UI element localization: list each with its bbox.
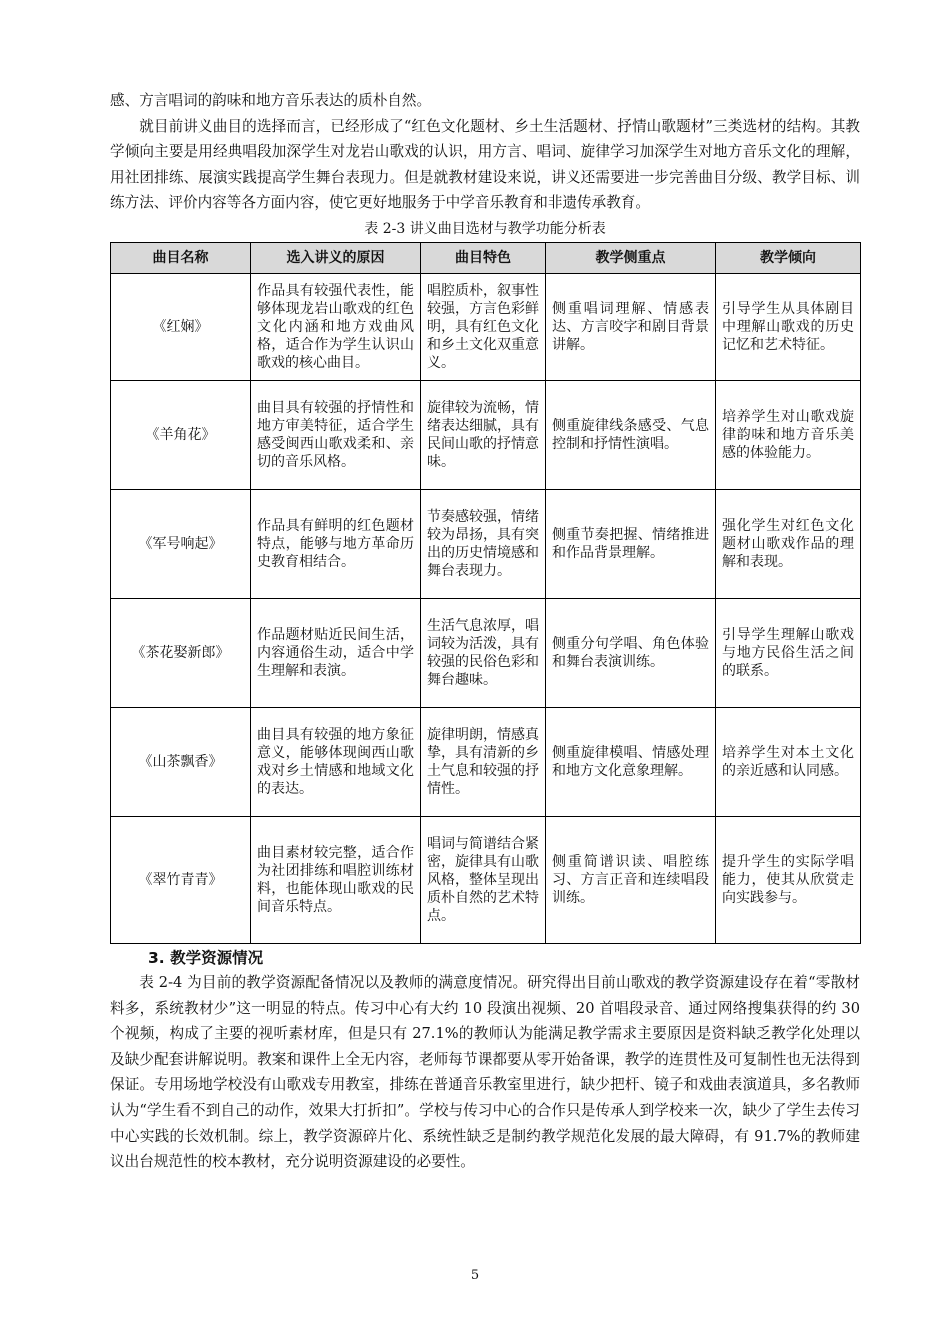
feature-cell: 旋律明朗，情感真挚，具有清新的乡土气息和较强的抒情性。 bbox=[421, 707, 546, 816]
document-page bbox=[110, 88, 860, 1175]
table-caption: 表 2-3 讲义曲目选材与教学功能分析表 bbox=[364, 220, 606, 237]
focus-cell: 侧重节奏把握、情绪推进和作品背景理解。 bbox=[546, 489, 716, 598]
header-cell: 曲目特色 bbox=[421, 242, 546, 273]
feature-cell: 节奏感较强，情绪较为昂扬，具有突出的历史情境感和舞台表现力。 bbox=[421, 489, 546, 598]
intro-paragraph-2: 就目前讲义曲目的选择而言，已经形成了“红色文化题材、乡土生活题材、抒情山歌题材”三类选材的结构。其教学倾向主要是用经典唱段加深学生对龙岩山歌戏的认识，用方言、唱词、旋律学习加深学生对地方音乐文化的理解，用社团排练、展演实践提高学生舞台表现力。但是就教材建设来说，讲义还需要进一步完善曲目分级、教学目标、训练方法、评价内容等各方面内容，使它更好地服务于中学音乐教育和非遗传承教育。 bbox=[110, 117, 860, 212]
song-name-cell: 《山茶飘香》 bbox=[111, 707, 251, 816]
table-row bbox=[111, 598, 861, 707]
song-name-cell: 《翠竹青青》 bbox=[111, 816, 251, 943]
focus-cell: 侧重分句学唱、角色体验和舞台表演训练。 bbox=[546, 598, 716, 707]
tendency-cell: 引导学生从具体剧目中理解山歌戏的历史记忆和艺术特征。 bbox=[716, 273, 861, 380]
reason-cell: 作品具有鲜明的红色题材特点，能够与地方革命历史教育相结合。 bbox=[251, 489, 421, 598]
tendency-cell: 引导学生理解山歌戏与地方民俗生活之间的联系。 bbox=[716, 598, 861, 707]
header-cell: 曲目名称 bbox=[111, 242, 251, 273]
feature-cell: 唱腔质朴，叙事性较强，方言色彩鲜明，具有红色文化和乡土文化双重意义。 bbox=[421, 273, 546, 380]
feature-cell: 旋律较为流畅，情绪表达细腻，具有民间山歌的抒情意味。 bbox=[421, 380, 546, 489]
intro-paragraph-1: 感、方言唱词的韵味和地方音乐表达的质朴自然。 bbox=[110, 92, 432, 109]
focus-cell: 侧重旋律模唱、情感处理和地方文化意象理解。 bbox=[546, 707, 716, 816]
tendency-cell: 强化学生对红色文化题材山歌戏作品的理解和表现。 bbox=[716, 489, 861, 598]
tendency-cell: 提升学生的实际学唱能力，使其从欣赏走向实践参与。 bbox=[716, 816, 861, 943]
header-cell: 选入讲义的原因 bbox=[251, 242, 421, 273]
song-name-cell: 《红娴》 bbox=[111, 273, 251, 380]
header-cell: 教学侧重点 bbox=[546, 242, 716, 273]
feature-cell: 唱词与简谱结合紧密，旋律具有山歌风格，整体呈现出质朴自然的艺术特点。 bbox=[421, 816, 546, 943]
reason-cell: 作品具有较强代表性，能够体现龙岩山歌戏的红色文化内涵和地方戏曲风格，适合作为学生认识山歌戏的核心曲目。 bbox=[251, 273, 421, 380]
tendency-cell: 培养学生对本土文化的亲近感和认同感。 bbox=[716, 707, 861, 816]
reason-cell: 曲目具有较强的抒情性和地方审美特征，适合学生感受闽西山歌戏柔和、亲切的音乐风格。 bbox=[251, 380, 421, 489]
table-row bbox=[111, 273, 861, 380]
tendency-cell: 培养学生对山歌戏旋律韵味和地方音乐美感的体验能力。 bbox=[716, 380, 861, 489]
reason-cell: 作品题材贴近民间生活，内容通俗生动，适合中学生理解和表演。 bbox=[251, 598, 421, 707]
table-row bbox=[111, 380, 861, 489]
reason-cell: 曲目具有较强的地方象征意义，能够体现闽西山歌戏对乡土情感和地域文化的表达。 bbox=[251, 707, 421, 816]
section-heading: 3. 教学资源情况 bbox=[148, 948, 264, 967]
focus-cell: 侧重旋律线条感受、气息控制和抒情性演唱。 bbox=[546, 380, 716, 489]
repertoire-analysis-table bbox=[110, 242, 861, 944]
section-paragraph: 表 2-4 为目前的教学资源配备情况以及教师的满意度情况。研究得出目前山歌戏的教学资源建设存在着“零散材料多，系统教材少”这一明显的特点。传习中心有大约 10 段演出视频、20 首唱段录音、通过网络搜集获得的约 30 个视频，构成了主要的视听素材库，但是只有 27.1%的教师认为能满足教学需求主要原因是资料缺乏教学化处理以及缺少配套讲解说明。教案和课件上全无内容，老师每节课都要从零开始备课，教学的连贯性及可复制性也无法得到保证。专用场地学校没有山歌戏专用教室，排练在普通音乐教室里进行，缺少把杆、镜子和戏曲表演道具，多名教师认为“学生看不到自己的动作，效果大打折扣”。学校与传习中心的合作只是传承人到学校来一次，缺少了学生去传习中心实践的长效机制。综上，教学资源碎片化、系统性缺乏是制约教学规范化发展的最大障碍，有 91.7%的教师建议出台规范性的校本教材，充分说明资源建设的必要性。 bbox=[110, 973, 860, 1171]
song-name-cell: 《羊角花》 bbox=[111, 380, 251, 489]
table-row bbox=[111, 816, 861, 943]
table-row bbox=[111, 489, 861, 598]
song-name-cell: 《军号响起》 bbox=[111, 489, 251, 598]
focus-cell: 侧重简谱识读、唱腔练习、方言正音和连续唱段训练。 bbox=[546, 816, 716, 943]
header-cell: 教学倾向 bbox=[716, 242, 861, 273]
feature-cell: 生活气息浓厚，唱词较为活泼，具有较强的民俗色彩和舞台趣味。 bbox=[421, 598, 546, 707]
song-name-cell: 《茶花娶新郎》 bbox=[111, 598, 251, 707]
focus-cell: 侧重唱词理解、情感表达、方言咬字和剧目背景讲解。 bbox=[546, 273, 716, 380]
table-row bbox=[111, 707, 861, 816]
reason-cell: 曲目素材较完整，适合作为社团排练和唱腔训练材料，也能体现山歌戏的民间音乐特点。 bbox=[251, 816, 421, 943]
table-header-row bbox=[111, 242, 861, 273]
page-number: 5 bbox=[470, 1268, 480, 1283]
